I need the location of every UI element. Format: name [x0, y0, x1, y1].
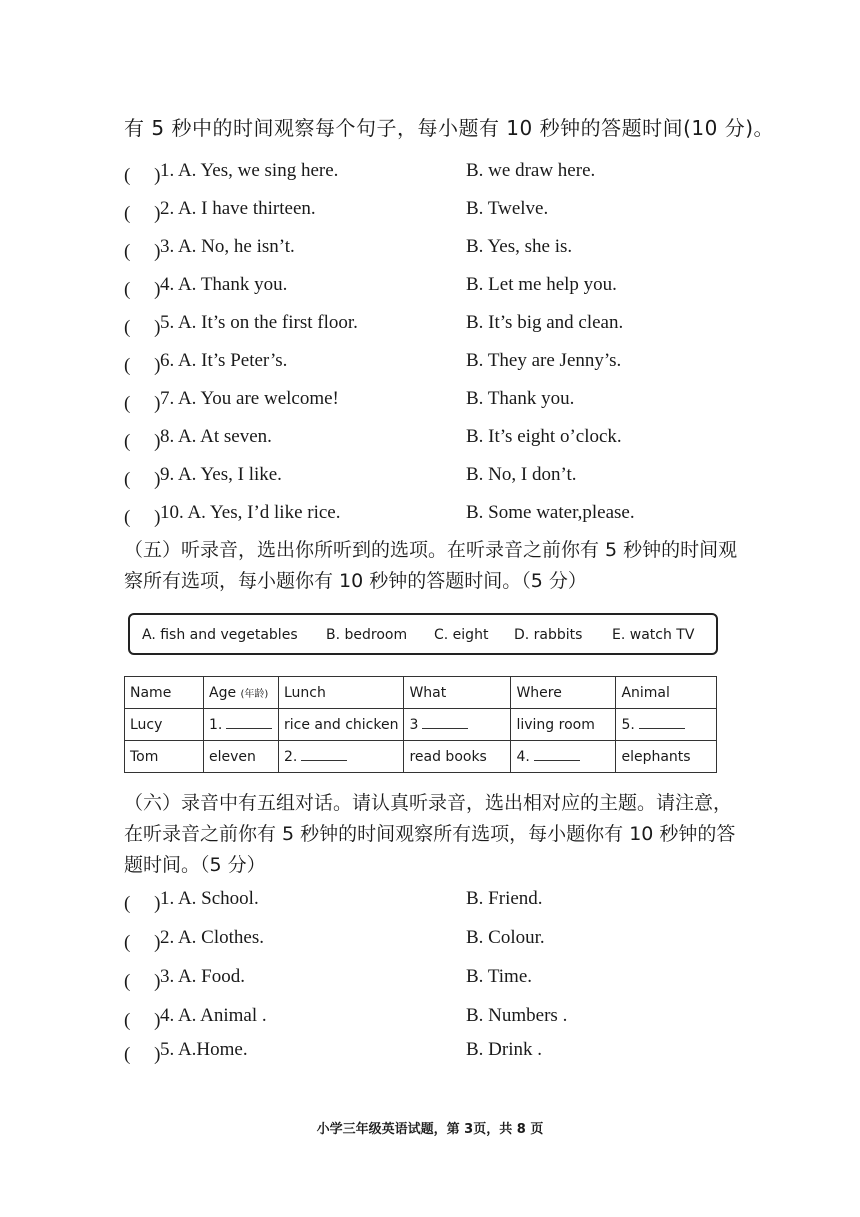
option-b: B. we draw here.	[466, 160, 596, 181]
option-b: B. Numbers .	[466, 1005, 568, 1026]
page-footer: 小学三年级英语试题，第 3页，共 8 页	[316, 1122, 544, 1137]
table-header-cell: Animal	[616, 677, 717, 709]
table-header-cell: Lunch	[279, 677, 404, 709]
option-b: B. Colour.	[466, 927, 545, 948]
question-row	[124, 1005, 744, 1035]
question-row	[124, 350, 744, 380]
table-header-cell: What	[404, 677, 511, 709]
option-b: B. Yes, she is.	[466, 236, 573, 257]
option-a: 2. A. I have thirteen.	[160, 198, 316, 219]
answer-blank[interactable]: ( )	[124, 241, 161, 262]
section-intro-text: 有 5 秒中的时间观察每个句子，每小题有 10 秒钟的答题时间(10 分)。	[124, 116, 775, 140]
option-a: 5. A.Home.	[160, 1039, 248, 1060]
blank-number: 1.	[209, 716, 223, 733]
answer-line	[226, 728, 272, 729]
answer-blank[interactable]: ( )	[124, 355, 161, 376]
option-b: B. Time.	[466, 966, 533, 987]
option-a: 6. A. It’s Peter’s.	[160, 350, 288, 371]
option-b: B. Drink .	[466, 1039, 542, 1060]
question-row	[124, 160, 744, 190]
answer-blank[interactable]: ( )	[124, 893, 161, 914]
option-b: B. Some water,please.	[466, 502, 635, 523]
answer-blank[interactable]: ( )	[124, 971, 161, 992]
table-header-cell: Where	[511, 677, 616, 709]
word-bank-option: B. bedroom	[326, 627, 408, 643]
option-a: 3. A. Food.	[160, 966, 245, 987]
answer-blank[interactable]: ( )	[124, 469, 161, 490]
option-a: 1. A. Yes, we sing here.	[160, 160, 339, 181]
blank-number: 3	[409, 716, 419, 733]
option-a: 8. A. At seven.	[160, 426, 272, 447]
option-b: B. No, I don’t.	[466, 464, 577, 485]
table-header-cell: Name	[125, 677, 204, 709]
option-b: B. Let me help you.	[466, 274, 617, 295]
table-cell: eleven	[204, 741, 279, 773]
word-bank-option: D. rabbits	[514, 627, 583, 643]
question-row	[124, 274, 744, 304]
option-a: 9. A. Yes, I like.	[160, 464, 282, 485]
table-cell: Tom	[125, 741, 204, 773]
answer-line	[534, 760, 580, 761]
blank-number: 2.	[284, 748, 298, 765]
question-row	[124, 927, 744, 957]
section6-title: （六）录音中有五组对话。请认真听录音，选出相对应的主题。请注意，在听录音之前你有 5 秒钟的时间观察所有选项，每小题你有 10 秒钟的答题时间。（5 分）	[124, 792, 736, 876]
answer-blank[interactable]: ( )	[124, 932, 161, 953]
option-b: B. It’s big and clean.	[466, 312, 624, 333]
table-cell[interactable]	[279, 741, 404, 773]
answer-blank[interactable]: ( )	[124, 507, 161, 528]
question-row	[124, 966, 744, 996]
question-row	[124, 198, 744, 228]
question-row	[124, 464, 744, 494]
table-cell: living room	[511, 709, 616, 741]
option-a: 4. A. Thank you.	[160, 274, 288, 295]
option-a: 7. A. You are welcome!	[160, 388, 339, 409]
answer-blank[interactable]: ( )	[124, 279, 161, 300]
question-row	[124, 388, 744, 418]
option-b: B. It’s eight o’clock.	[466, 426, 622, 447]
blank-number: 4.	[516, 748, 530, 765]
table-cell: rice and chicken	[279, 709, 404, 741]
table-cell[interactable]	[616, 709, 717, 741]
answer-line	[422, 728, 468, 729]
table-cell: read books	[404, 741, 511, 773]
table-row	[125, 709, 717, 741]
answer-blank[interactable]: ( )	[124, 431, 161, 452]
question-row	[124, 1039, 744, 1069]
question-row	[124, 312, 744, 342]
question-row	[124, 888, 744, 918]
answer-blank[interactable]: ( )	[124, 203, 161, 224]
table-cell: elephants	[616, 741, 717, 773]
table-cell[interactable]	[511, 741, 616, 773]
answer-blank[interactable]: ( )	[124, 393, 161, 414]
question-row	[124, 236, 744, 266]
age-label: Age	[209, 684, 237, 701]
option-b: B. They are Jenny’s.	[466, 350, 622, 371]
age-label-chinese: (年龄)	[240, 688, 269, 700]
answer-blank[interactable]: ( )	[124, 165, 161, 186]
word-bank-option: C. eight	[434, 627, 489, 643]
table-cell: Lucy	[125, 709, 204, 741]
word-bank-box	[128, 613, 718, 655]
info-table	[124, 676, 717, 773]
section5-title: （五）听录音，选出你所听到的选项。在听录音之前你有 5 秒钟的时间观察所有选项，每小题你有 10 秒钟的答题时间。（5 分）	[124, 539, 738, 592]
answer-line	[639, 728, 685, 729]
option-a: 5. A. It’s on the first floor.	[160, 312, 358, 333]
option-a: 3. A. No, he isn’t.	[160, 236, 295, 257]
answer-line	[301, 760, 347, 761]
option-b: B. Twelve.	[466, 198, 549, 219]
table-header-row	[125, 677, 717, 709]
blank-number: 5.	[621, 716, 635, 733]
option-b: B. Friend.	[466, 888, 543, 909]
table-header-cell	[204, 677, 279, 709]
answer-blank[interactable]: ( )	[124, 317, 161, 338]
word-bank-option: A. fish and vegetables	[142, 627, 298, 643]
table-row	[125, 741, 717, 773]
answer-blank[interactable]: ( )	[124, 1044, 161, 1065]
option-a: 1. A. School.	[160, 888, 259, 909]
table-cell[interactable]	[204, 709, 279, 741]
option-a: 4. A. Animal .	[160, 1005, 267, 1026]
answer-blank[interactable]: ( )	[124, 1010, 161, 1031]
word-bank-option: E. watch TV	[612, 627, 695, 643]
option-a: 2. A. Clothes.	[160, 927, 264, 948]
question-row	[124, 502, 744, 532]
option-b: B. Thank you.	[466, 388, 575, 409]
table-cell[interactable]	[404, 709, 511, 741]
question-row	[124, 426, 744, 456]
option-a: 10. A. Yes, I’d like rice.	[160, 502, 341, 523]
